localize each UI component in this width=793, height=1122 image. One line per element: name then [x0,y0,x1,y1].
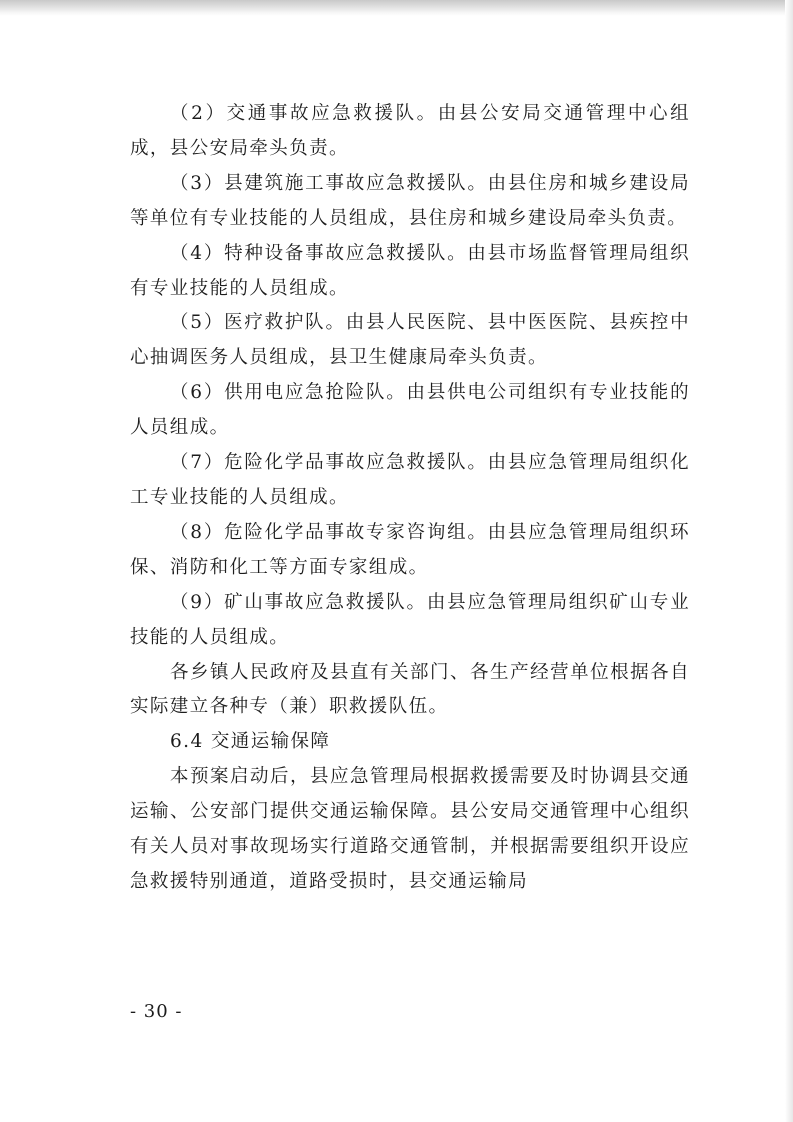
scan-top-edge [0,0,793,16]
paragraph-construction-accident-team: （3）县建筑施工事故应急救援队。由县住房和城乡建设局等单位有专业技能的人员组成，县住房和城乡建设局牵头负责。 [130,172,690,229]
paragraph-medical-rescue-team: （5）医疗救护队。由县人民医院、县中医医院、县疾控中心抽调医务人员组成，县卫生健康局牵头负责。 [130,312,690,369]
document-body [130,97,690,900]
paragraph-mine-accident-team: （9）矿山事故应急救援队。由县应急管理局组织矿山专业技能的人员组成。 [130,591,690,648]
paragraph-hazardous-chemicals-team: （7）危险化学品事故应急救援队。由县应急管理局组织化工专业技能的人员组成。 [130,452,690,508]
section-heading-transport: 6.4 交通运输保障 [170,731,331,753]
paragraph-transport-guarantee: 本预案启动后，县应急管理局根据救援需要及时协调县交通运输、公安部门提供交通运输保障。县公安局交通管理中心组织有关人员对事故现场实行道路交通管制，并根据需要组织开设应急救援特别通道，道路受损时，县交通运输局 [130,766,690,892]
paragraph-township-rescue-teams: 各乡镇人民政府及县直有关部门、各生产经营单位根据各自实际建立各种专（兼）职救援队伍。 [130,661,690,718]
paragraph-special-equipment-team: （4）特种设备事故应急救援队。由县市场监督管理局组织有专业技能的人员组成。 [130,242,690,299]
paragraph-traffic-accident-team: （2）交通事故应急救援队。由县公安局交通管理中心组成，县公安局牵头负责。 [130,103,690,159]
scan-right-edge [785,0,793,1122]
page-number: - 30 - [130,1001,183,1022]
paragraph-power-supply-team: （6）供用电应急抢险队。由县供电公司组织有专业技能的人员组成。 [130,382,690,439]
paragraph-hazardous-chemicals-experts: （8）危险化学品事故专家咨询组。由县应急管理局组织环保、消防和化工等方面专家组成。 [130,521,690,578]
